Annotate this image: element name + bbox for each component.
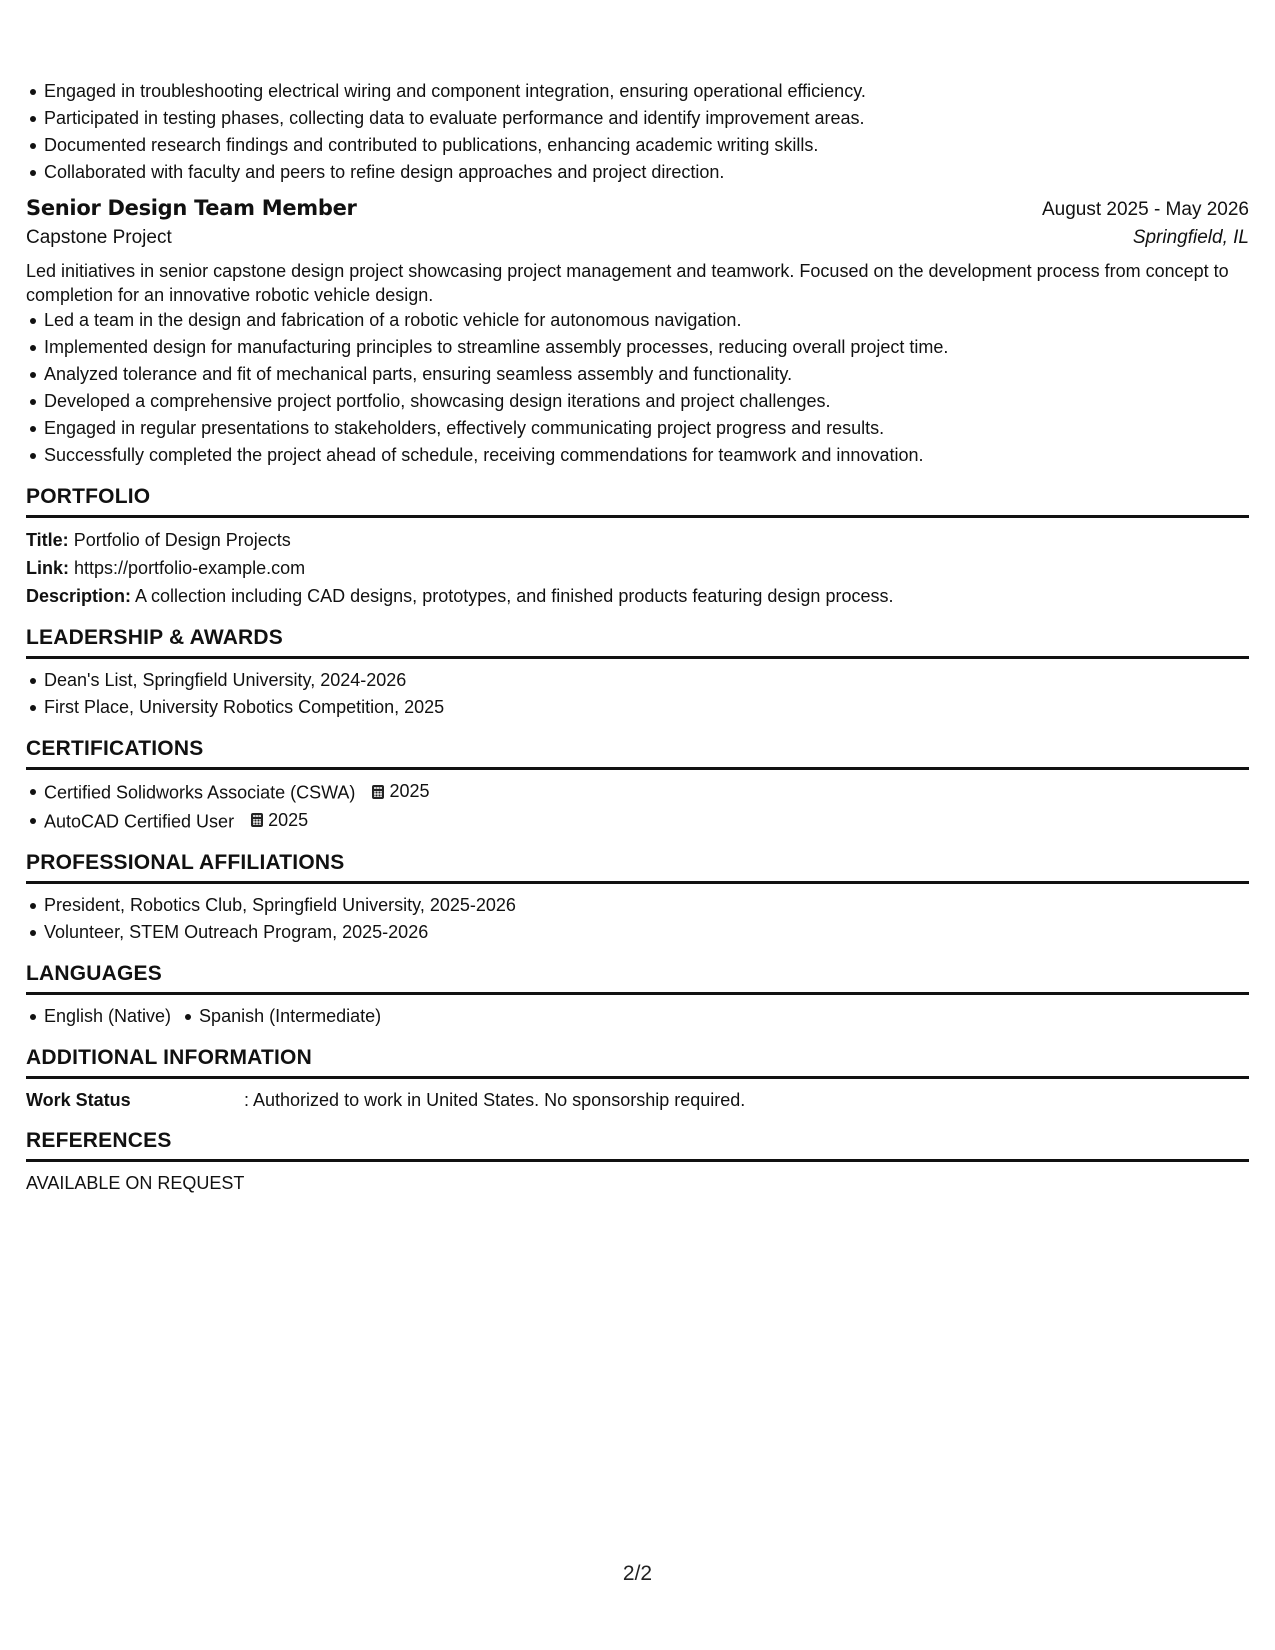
list-item: Implemented design for manufacturing principles to streamline assembly processes, reducing overall project time.	[44, 334, 1249, 361]
list-item: Documented research findings and contributed to publications, enhancing academic writing skills.	[44, 132, 1249, 159]
job-subheader	[26, 227, 1249, 249]
portfolio-link-label: Link:	[26, 558, 69, 578]
job-summary: Led initiatives in senior capstone design project showcasing project management and teamwork. Focused on the development process from concept to completion for an innovative robotic vehicle design.	[26, 261, 1229, 305]
section-heading-certifications: CERTIFICATIONS	[26, 737, 1249, 770]
page-number: 2/2	[622, 1562, 653, 1585]
calendar-icon	[251, 813, 263, 827]
portfolio-section	[26, 526, 1249, 610]
list-item: Engaged in troubleshooting electrical wiring and component integration, ensuring operational efficiency.	[44, 78, 1249, 105]
certification-date	[251, 807, 308, 834]
list-item: Analyzed tolerance and fit of mechanical parts, ensuring seamless assembly and functionality.	[44, 361, 1249, 388]
job-organization: Capstone Project	[26, 227, 172, 248]
references-text: AVAILABLE ON REQUEST	[26, 1173, 245, 1193]
job-header	[26, 196, 1249, 221]
section-heading-leadership: LEADERSHIP & AWARDS	[26, 626, 1249, 659]
portfolio-description-line	[26, 582, 1249, 610]
list-item: First Place, University Robotics Competition, 2025	[44, 694, 1249, 721]
portfolio-link-line	[26, 554, 1249, 582]
list-item: Volunteer, STEM Outreach Program, 2025-2026	[44, 919, 1249, 946]
work-status-row	[26, 1087, 1249, 1113]
list-item: English (Native)	[44, 1003, 171, 1030]
job-title: Senior Design Team Member	[26, 196, 357, 220]
list-item: Dean's List, Springfield University, 2024-2026	[44, 667, 1249, 694]
calendar-icon	[372, 785, 384, 799]
list-item: Participated in testing phases, collecting data to evaluate performance and identify improvement areas.	[44, 105, 1249, 132]
languages-list	[26, 1003, 1249, 1030]
section-heading-additional-information: ADDITIONAL INFORMATION	[26, 1046, 1249, 1079]
portfolio-title-value: Portfolio of Design Projects	[73, 530, 291, 550]
list-item: Spanish (Intermediate)	[199, 1003, 381, 1030]
work-status-label: Work Status	[26, 1090, 131, 1110]
resume-page	[26, 78, 1249, 1196]
list-item	[44, 778, 1249, 807]
leadership-section	[26, 667, 1249, 721]
previous-role-bullets	[26, 78, 1249, 186]
references-section	[26, 1170, 1249, 1196]
languages-section	[26, 1003, 1249, 1030]
section-heading-portfolio: PORTFOLIO	[26, 485, 1249, 518]
certification-year: 2025	[389, 781, 430, 801]
section-heading-references: REFERENCES	[26, 1129, 1249, 1162]
certification-year: 2025	[268, 809, 309, 830]
portfolio-title-line	[26, 526, 1249, 554]
list-item	[44, 807, 1249, 836]
list-item: President, Robotics Club, Springfield University, 2025-2026	[44, 892, 1249, 919]
affiliations-section	[26, 892, 1249, 946]
list-item: Successfully completed the project ahead of schedule, receiving commendations for teamwork and innovation.	[44, 442, 1249, 469]
certifications-section	[26, 778, 1249, 835]
portfolio-description-value: A collection including CAD designs, prototypes, and finished products featuring design process.	[135, 586, 894, 606]
portfolio-link[interactable]: https://portfolio-example.com	[74, 558, 306, 578]
list-item: Led a team in the design and fabrication of a robotic vehicle for autonomous navigation.	[44, 307, 1249, 334]
leadership-list	[26, 667, 1249, 721]
additional-information-section	[26, 1087, 1249, 1113]
work-status-value: : Authorized to work in United States. No sponsorship required.	[244, 1090, 746, 1110]
section-heading-affiliations: PROFESSIONAL AFFILIATIONS	[26, 851, 1249, 884]
section-heading-languages: LANGUAGES	[26, 962, 1249, 995]
certification-name: AutoCAD Certified User	[44, 811, 235, 831]
portfolio-description-label: Description:	[26, 586, 132, 606]
job-location: Springfield, IL	[1132, 227, 1249, 248]
job-bullets	[26, 307, 1249, 469]
list-item: Developed a comprehensive project portfolio, showcasing design iterations and project challenges.	[44, 388, 1249, 415]
certification-name: Certified Solidworks Associate (CSWA)	[44, 782, 356, 803]
affiliations-list	[26, 892, 1249, 946]
certifications-list	[26, 778, 1249, 835]
job-dates: August 2025 - May 2026	[1041, 199, 1249, 220]
certification-date	[372, 778, 429, 805]
portfolio-title-label: Title:	[26, 530, 69, 550]
list-item: Engaged in regular presentations to stakeholders, effectively communicating project progress and results.	[44, 415, 1249, 442]
list-item: Collaborated with faculty and peers to refine design approaches and project direction.	[44, 159, 1249, 186]
